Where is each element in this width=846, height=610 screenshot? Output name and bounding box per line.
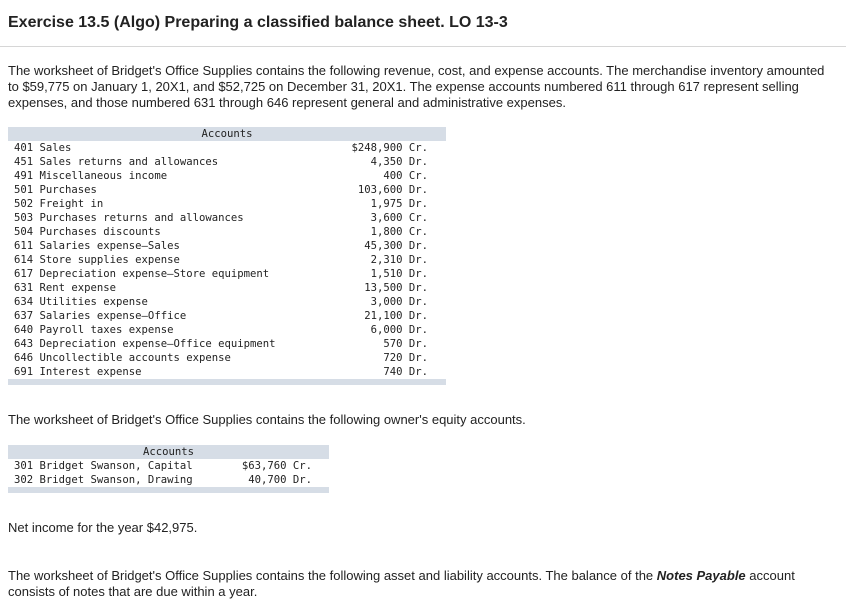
account-amount: 103,600 Dr. — [357, 184, 428, 196]
account-amount: 1,800 Cr. — [370, 226, 428, 238]
account-amount: 13,500 Dr. — [364, 282, 428, 294]
table-row — [8, 155, 446, 169]
account-name: 401 Sales — [14, 142, 72, 154]
account-name: 646 Uncollectible accounts expense — [14, 352, 231, 364]
account-name: 691 Interest expense — [14, 366, 142, 378]
account-name: 501 Purchases — [14, 184, 97, 196]
account-amount: 45,300 Dr. — [364, 240, 428, 252]
table-row — [8, 337, 446, 351]
table-body — [8, 141, 446, 379]
account-amount: 570 Dr. — [383, 338, 428, 350]
account-amount: 720 Dr. — [383, 352, 428, 364]
account-amount: 3,000 Dr. — [370, 296, 428, 308]
account-amount: $248,900 Cr. — [351, 142, 428, 154]
exercise-title: Exercise 13.5 (Algo) Preparing a classified balance sheet. LO 13-3 — [8, 14, 508, 31]
table-row — [8, 459, 329, 473]
table-row — [8, 351, 446, 365]
table-row — [8, 169, 446, 183]
asset-text-start: The worksheet of Bridget's Office Supplies contains the following asset and liability accounts. The balance of the — [8, 568, 654, 583]
account-amount: 40,700 Dr. — [248, 474, 312, 486]
owner-equity-accounts-table — [8, 445, 329, 493]
table-row — [8, 211, 446, 225]
account-name: 502 Freight in — [14, 198, 104, 210]
table-row — [8, 253, 446, 267]
account-name: 302 Bridget Swanson, Drawing — [14, 474, 193, 486]
table-footer-bar — [8, 487, 329, 493]
asset-text-end: account consists of notes that are due within a year. — [8, 568, 795, 599]
account-name: 301 Bridget Swanson, Capital — [14, 460, 193, 472]
account-name: 504 Purchases discounts — [14, 226, 161, 238]
table-body — [8, 459, 329, 487]
account-name: 614 Store supplies expense — [14, 254, 180, 266]
account-amount: 1,510 Dr. — [370, 268, 428, 280]
table-row — [8, 309, 446, 323]
account-amount: 1,975 Dr. — [370, 198, 428, 210]
account-amount: 6,000 Dr. — [370, 324, 428, 336]
table-row — [8, 473, 329, 487]
account-name: 617 Depreciation expense–Store equipment — [14, 268, 270, 280]
account-name: 631 Rent expense — [14, 282, 117, 294]
account-name: 611 Salaries expense–Sales — [14, 240, 180, 252]
account-amount: 740 Dr. — [383, 366, 428, 378]
account-name: 451 Sales returns and allowances — [14, 156, 219, 168]
title-divider — [0, 46, 846, 47]
table-row — [8, 239, 446, 253]
table-footer-bar — [8, 379, 446, 385]
account-amount: 3,600 Cr. — [370, 212, 428, 224]
table-header: Accounts — [8, 127, 446, 141]
account-amount: 4,350 Dr. — [370, 156, 428, 168]
table-row — [8, 197, 446, 211]
table-row — [8, 267, 446, 281]
intro-paragraph: The worksheet of Bridget's Office Supplies contains the following revenue, cost, and expense accounts. The merchandise inventory amounted to $59,775 on January 1, 20X1, and $52,725 on December 31, 20X1. The expense accounts numbered 611 through 617 represent selling expenses, and those numbered 631 through 646 represent general and administrative expenses. — [8, 63, 825, 110]
equity-paragraph: The worksheet of Bridget's Office Supplies contains the following owner's equity accounts. — [8, 412, 526, 427]
account-name: 634 Utilities expense — [14, 296, 148, 308]
table-header: Accounts — [8, 445, 329, 459]
notes-payable-emphasis: Notes Payable — [656, 568, 746, 583]
net-income-text: Net income for the year $42,975. — [8, 520, 198, 535]
table-row — [8, 365, 446, 379]
asset-liability-paragraph — [8, 568, 833, 600]
account-name: 637 Salaries expense–Office — [14, 310, 187, 322]
table-row — [8, 225, 446, 239]
account-name: 640 Payroll taxes expense — [14, 324, 174, 336]
table-row — [8, 281, 446, 295]
table-row — [8, 295, 446, 309]
table-row — [8, 323, 446, 337]
table-row — [8, 183, 446, 197]
account-name: 491 Miscellaneous income — [14, 170, 168, 182]
revenue-expense-accounts-table — [8, 127, 446, 385]
account-amount: 400 Cr. — [383, 170, 428, 182]
account-amount: 21,100 Dr. — [364, 310, 428, 322]
account-name: 643 Depreciation expense–Office equipment — [14, 338, 276, 350]
account-name: 503 Purchases returns and allowances — [14, 212, 244, 224]
account-amount: $63,760 Cr. — [241, 460, 312, 472]
account-amount: 2,310 Dr. — [370, 254, 428, 266]
table-row — [8, 141, 446, 155]
